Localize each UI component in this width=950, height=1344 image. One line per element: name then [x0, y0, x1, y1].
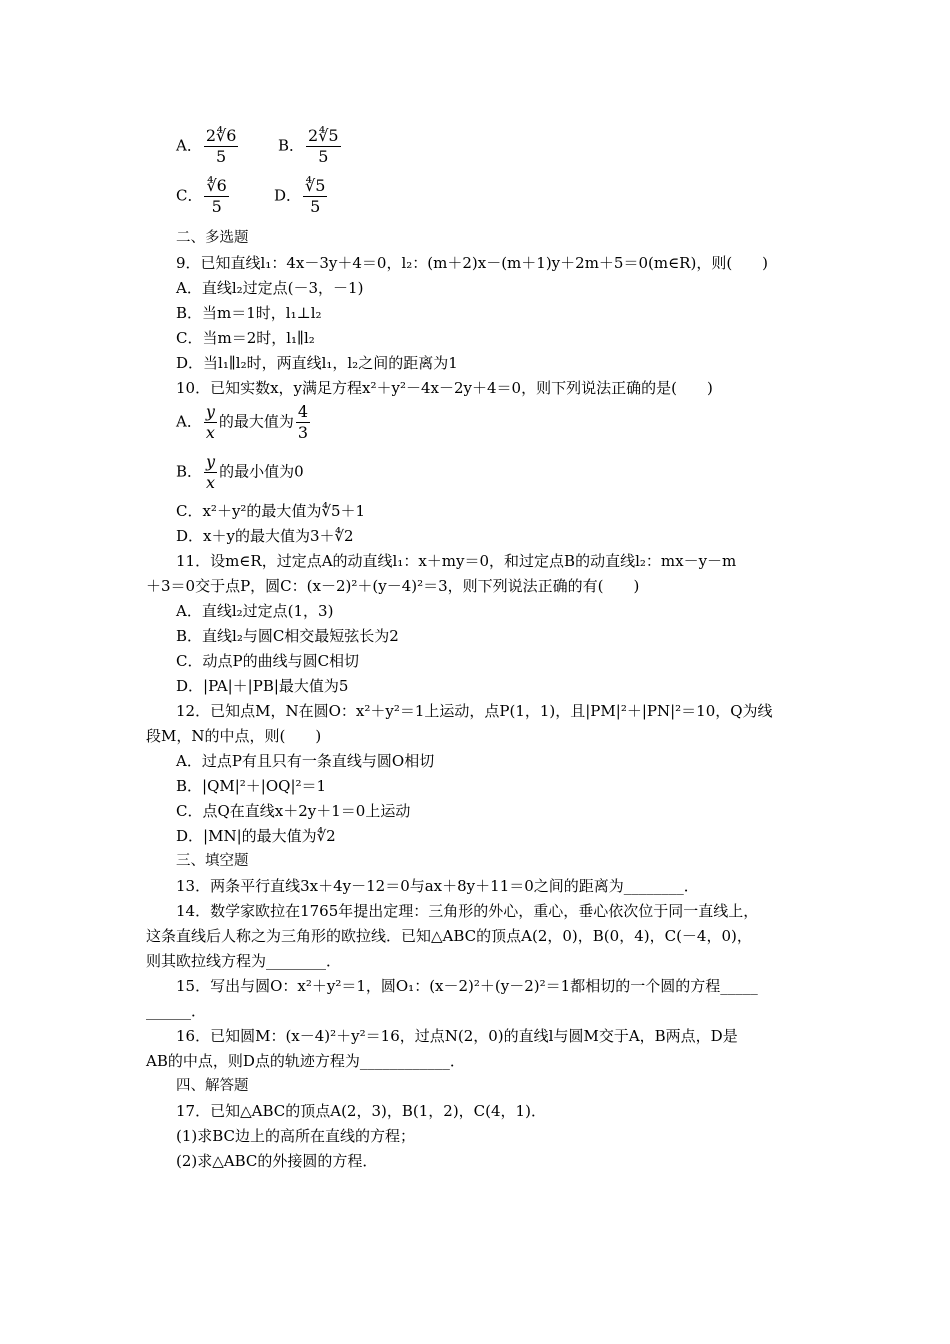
q8-option-d: D． $\frac{∜5}{5}$	[274, 176, 326, 216]
fraction: $\frac{2∜5}{5}$	[308, 126, 339, 166]
q10-option-d: D．x＋y的最大值为3＋∜2	[176, 527, 354, 545]
fraction: $\frac{4}{3}$	[297, 402, 309, 442]
q12-stem-line2: 段M，N的中点，则( )	[146, 727, 322, 745]
q8-option-b: B． $\frac{2∜5}{5}$	[278, 126, 339, 166]
q11-option-b: B．直线l₂与圆C相交最短弦长为2	[176, 627, 399, 645]
q12-stem-line1: 12．已知点M，N在圆O：x²＋y²＝1上运动，点P(1，1)，且|PM|²＋|PN|²＝10，Q为线	[176, 702, 773, 720]
fraction: $\frac{∜5}{5}$	[305, 176, 326, 216]
fraction: $\frac{y}{x}$	[205, 402, 215, 442]
q14-line2: 这条直线后人称之为三角形的欧拉线．已知△ABC的顶点A(2，0)，B(0，4)，C(－4，0)，	[146, 927, 752, 945]
fraction: $\frac{∜6}{5}$	[206, 176, 227, 216]
q10-option-b: B． $\frac{y}{x}$ 的最小值为0	[176, 452, 304, 492]
q15-line2: ______．	[146, 1002, 207, 1020]
q10-option-a: A． $\frac{y}{x}$ 的最大值为 $\frac{4}{3}$	[176, 402, 309, 442]
q10-option-c: C．x²＋y²的最大值为∜5＋1	[176, 502, 366, 520]
section-heading-multi-choice: 二、多选题	[176, 230, 249, 246]
q11-stem-line1: 11．设m∈R，过定点A的动直线l₁：x＋my＝0，和过定点B的动直线l₂：mx－y－m	[176, 552, 737, 570]
q16-line1: 16．已知圆M：(x－4)²＋y²＝16，过点N(2，0)的直线l与圆M交于A，B两点，D是	[176, 1027, 738, 1045]
q16-line2: AB的中点，则D点的轨迹方程为____________．	[146, 1052, 465, 1070]
q17-part2: (2)求△ABC的外接圆的方程．	[176, 1152, 378, 1170]
q12-option-a: A．过点P有且只有一条直线与圆O相切	[176, 752, 435, 770]
q12-option-c: C．点Q在直线x＋2y＋1＝0上运动	[176, 802, 411, 820]
q8-option-c: C． $\frac{∜6}{5}$	[176, 176, 227, 216]
q9-option-b: B．当m＝1时，l₁⊥l₂	[176, 304, 322, 322]
q17-part1: (1)求BC边上的高所在直线的方程；	[176, 1127, 416, 1145]
q9-stem: 9．已知直线l₁：4x－3y＋4＝0，l₂：(m＋2)x－(m＋1)y＋2m＋5＝0(m∈R)，则( )	[176, 254, 769, 272]
q11-option-a: A．直线l₂过定点(1，3)	[176, 602, 334, 620]
section-heading-solutions: 四、解答题	[176, 1078, 249, 1094]
q9-option-c: C．当m＝2时，l₁∥l₂	[176, 329, 315, 347]
q14-line3: 则其欧拉线方程为________．	[146, 952, 342, 970]
q11-option-c: C．动点P的曲线与圆C相切	[176, 652, 360, 670]
q11-option-d: D．|PA|＋|PB|最大值为5	[176, 677, 349, 695]
q11-stem-line2: ＋3＝0交于点P，圆C：(x－2)²＋(y－4)²＝3，则下列说法正确的有( )	[146, 577, 640, 595]
q9-option-a: A．直线l₂过定点(－3，－1)	[176, 279, 364, 297]
q15-line1: 15．写出与圆O：x²＋y²＝1，圆O₁：(x－2)²＋(y－2)²＝1都相切的一个圆的方程_____	[176, 977, 758, 995]
q12-option-d: D．|MN|的最大值为∜2	[176, 827, 336, 845]
q13-stem: 13．两条平行直线3x＋4y－12＝0与ax＋8y＋11＝0之间的距离为________．	[176, 877, 699, 895]
fraction: $\frac{2∜6}{5}$	[205, 126, 237, 166]
section-heading-fill-in: 三、填空题	[176, 853, 249, 869]
fraction: $\frac{y}{x}$	[206, 452, 216, 492]
q10-stem: 10．已知实数x，y满足方程x²＋y²－4x－2y＋4＝0，则下列说法正确的是( )	[176, 379, 713, 397]
q8-option-a: A． $\frac{2∜6}{5}$	[176, 126, 237, 166]
q17-stem: 17．已知△ABC的顶点A(2，3)，B(1，2)，C(4，1)．	[176, 1102, 546, 1120]
q14-line1: 14．数学家欧拉在1765年提出定理：三角形的外心，重心，垂心依次位于同一直线上，	[176, 902, 759, 920]
q9-option-d: D．当l₁∥l₂时，两直线l₁，l₂之间的距离为1	[176, 354, 458, 372]
q12-option-b: B．|QM|²＋|OQ|²＝1	[176, 777, 327, 795]
